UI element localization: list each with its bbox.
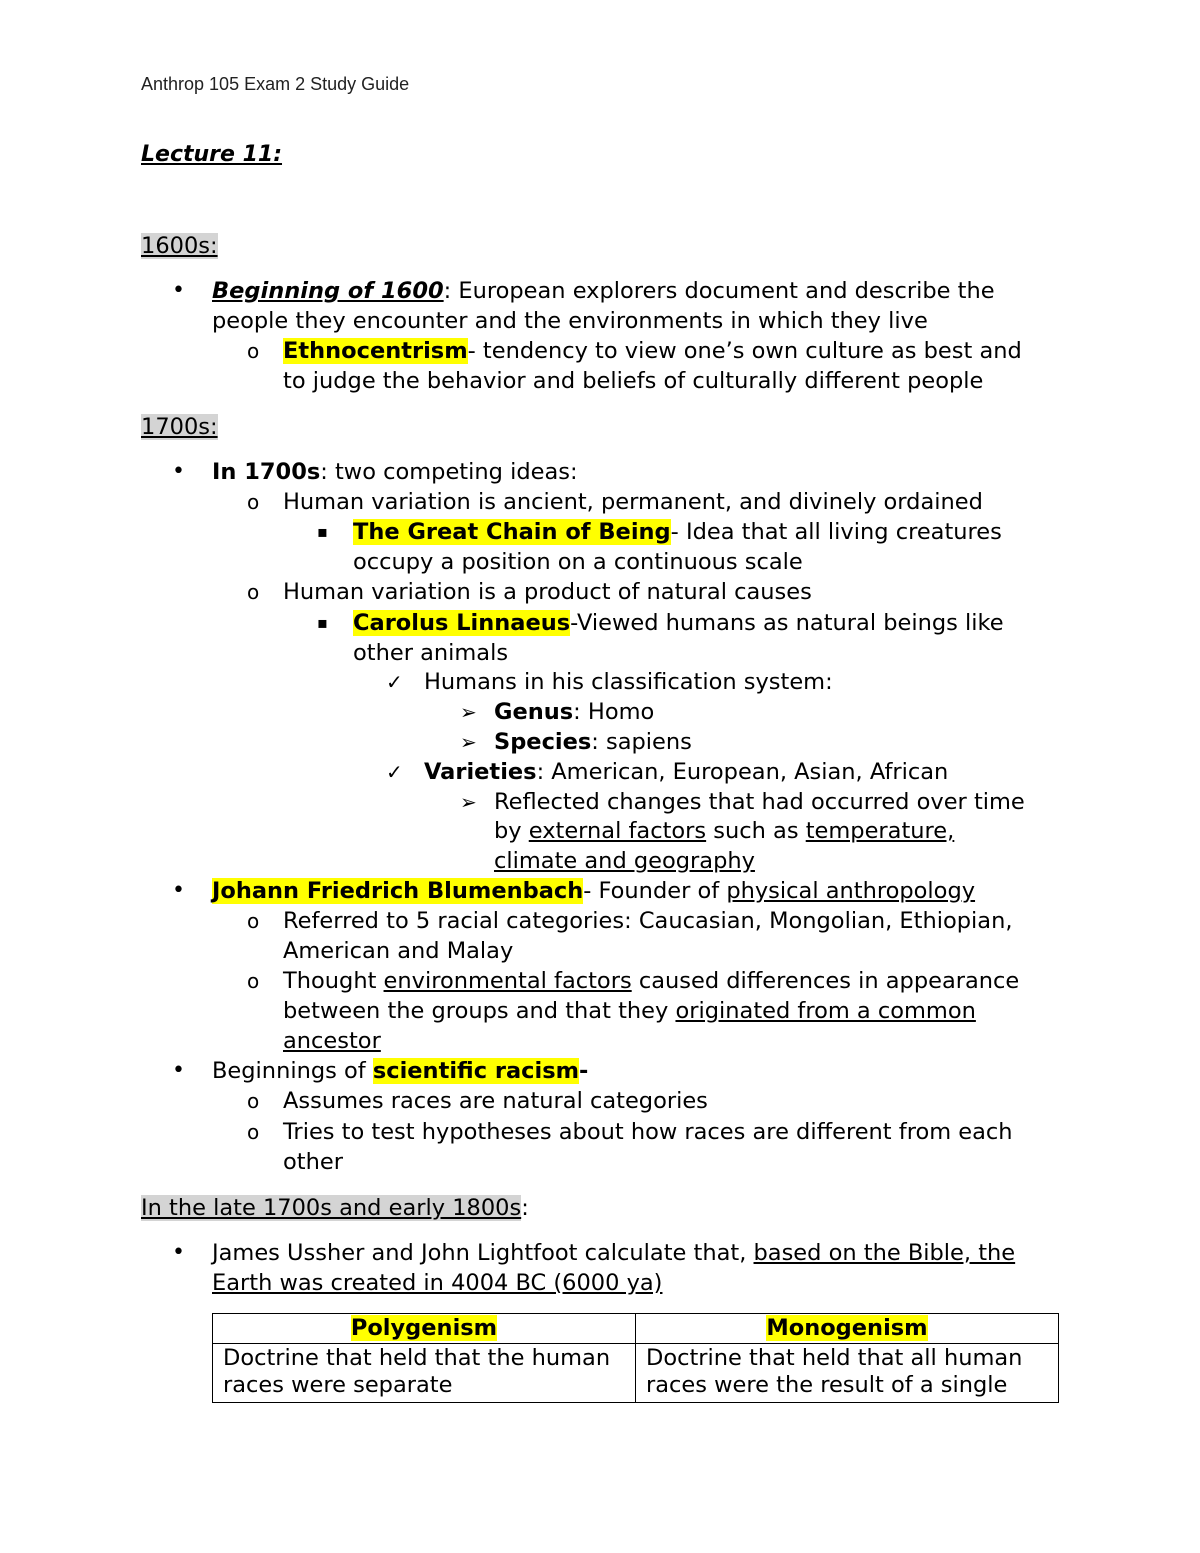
arrow-icon: ➢ <box>460 700 477 724</box>
table-cell-polygenism: Doctrine that held that the human races were separate <box>213 1344 636 1403</box>
list-item: Beginning of 1600: European explorers document and describe the <box>212 278 995 304</box>
list-item: Assumes races are natural categories <box>283 1088 708 1114</box>
list-item: Ethnocentrism- tendency to view one’s own culture as best and <box>283 338 1022 364</box>
check-icon: ✓ <box>386 760 403 784</box>
section-heading-1600s: 1600s: <box>141 233 218 259</box>
list-item: Human variation is a product of natural causes <box>283 579 812 605</box>
list-item: The Great Chain of Being- Idea that all living creatures <box>353 519 1002 545</box>
list-item: In 1700s: two competing ideas: <box>212 459 578 485</box>
list-item-continued: American and Malay <box>283 938 514 964</box>
list-item: Referred to 5 racial categories: Caucasian, Mongolian, Ethiopian, <box>283 908 1013 934</box>
table-header-monogenism: Monogenism <box>636 1314 1059 1344</box>
list-item-continued: by external factors such as temperature, <box>494 818 955 844</box>
circle-marker: o <box>247 1120 260 1144</box>
list-item: Species: sapiens <box>494 729 692 755</box>
section-heading-1800s: In the late 1700s and early 1800s: <box>141 1195 529 1221</box>
list-item-continued: between the groups and that they originated from a common <box>283 998 976 1024</box>
list-item: Humans in his classification system: <box>424 669 833 695</box>
table-header-row <box>213 1314 1059 1344</box>
bullet-marker: • <box>172 878 185 903</box>
circle-marker: o <box>247 969 260 993</box>
list-item-continued: climate and geography <box>494 848 755 874</box>
arrow-icon: ➢ <box>460 790 477 814</box>
list-item-continued: ancestor <box>283 1028 381 1054</box>
list-item: Beginnings of scientific racism- <box>212 1058 589 1084</box>
list-item-continued: people they encounter and the environments in which they live <box>212 308 928 334</box>
table-row <box>213 1344 1059 1403</box>
square-marker: ▪ <box>317 613 328 632</box>
list-item: James Ussher and John Lightfoot calculate that, based on the Bible, the <box>212 1240 1016 1266</box>
list-item: Human variation is ancient, permanent, and divinely ordained <box>283 489 983 515</box>
table-cell-monogenism: Doctrine that held that all human races were the result of a single <box>636 1344 1059 1403</box>
list-item: Tries to test hypotheses about how races are different from each <box>283 1119 1013 1145</box>
page-header: Anthrop 105 Exam 2 Study Guide <box>141 74 410 94</box>
circle-marker: o <box>247 490 260 514</box>
circle-marker: o <box>247 909 260 933</box>
list-item-continued: other animals <box>353 640 509 666</box>
check-icon: ✓ <box>386 670 403 694</box>
list-item-continued: to judge the behavior and beliefs of culturally different people <box>283 368 984 394</box>
list-item: Varieties: American, European, Asian, African <box>424 759 949 785</box>
list-item-continued: other <box>283 1149 343 1175</box>
circle-marker: o <box>247 580 260 604</box>
lecture-title: Lecture 11: <box>141 142 283 167</box>
bullet-marker: • <box>172 1058 185 1083</box>
arrow-icon: ➢ <box>460 730 477 754</box>
list-item-continued: occupy a position on a continuous scale <box>353 549 803 575</box>
section-heading-1700s: 1700s: <box>141 414 218 440</box>
list-item: Johann Friedrich Blumenbach- Founder of physical anthropology <box>212 878 976 904</box>
bullet-marker: • <box>172 1240 185 1265</box>
square-marker: ▪ <box>317 522 328 541</box>
list-item: Thought environmental factors caused differences in appearance <box>283 968 1020 994</box>
doctrine-table <box>212 1313 1059 1403</box>
bullet-marker: • <box>172 459 185 484</box>
table-header-polygenism: Polygenism <box>213 1314 636 1344</box>
list-item: Carolus Linnaeus-Viewed humans as natural beings like <box>353 610 1004 636</box>
list-item-continued: Earth was created in 4004 BC (6000 ya) <box>212 1270 663 1296</box>
circle-marker: o <box>247 1089 260 1113</box>
list-item: Reflected changes that had occurred over time <box>494 789 1025 815</box>
list-item: Genus: Homo <box>494 699 655 725</box>
bullet-marker: • <box>172 278 185 303</box>
circle-marker: o <box>247 339 260 363</box>
